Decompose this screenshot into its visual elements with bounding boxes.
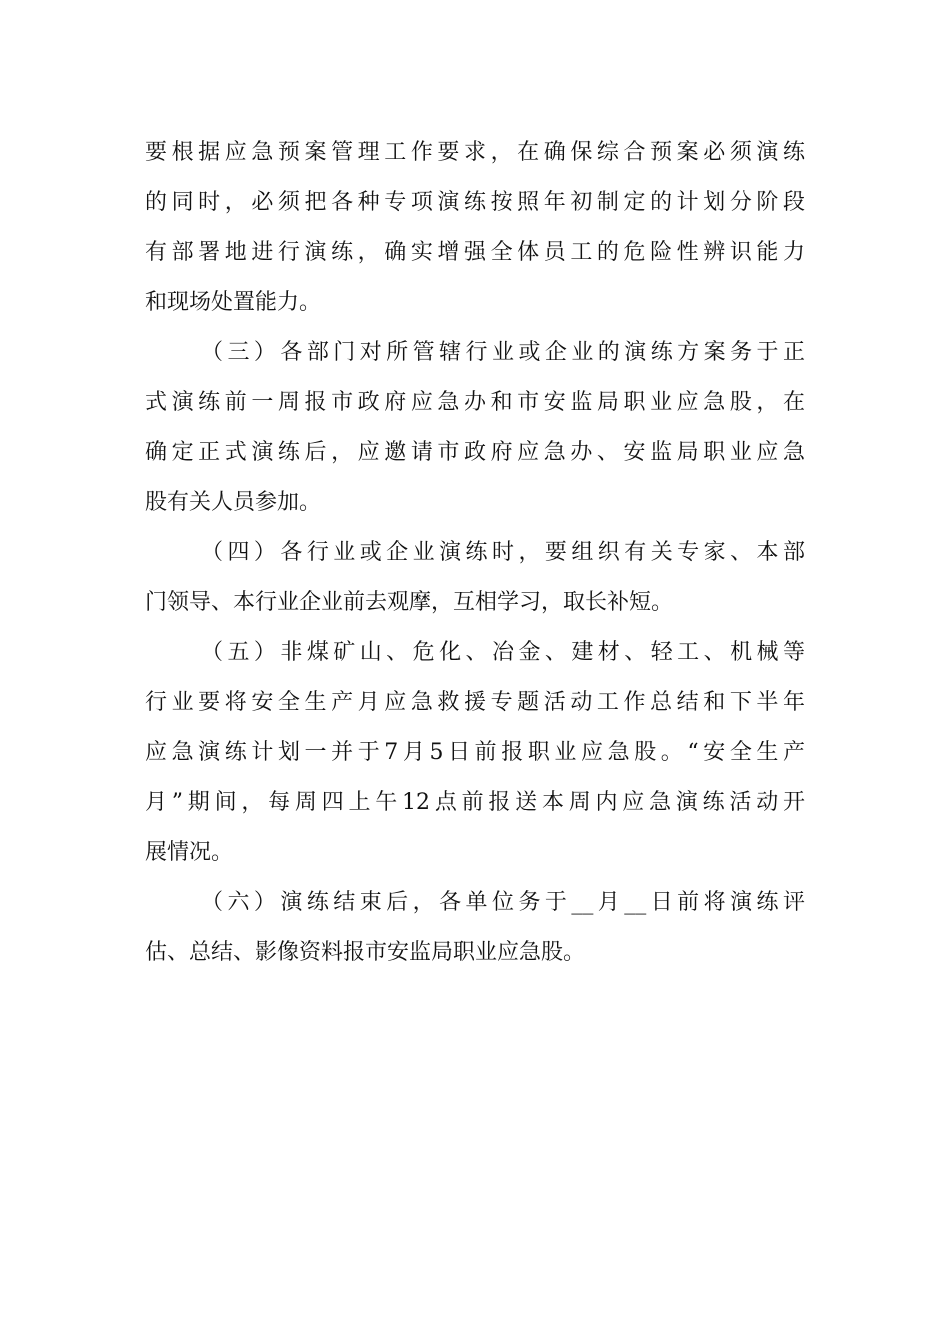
paragraph-5 bbox=[145, 628, 805, 878]
paragraph-4 bbox=[145, 528, 805, 628]
text-line: 展情况。 bbox=[145, 840, 234, 865]
text-line: （五）非煤矿山、危化、冶金、建材、轻工、机械等 bbox=[201, 640, 805, 665]
paragraph-6 bbox=[145, 878, 805, 978]
text-line: 应急演练计划一并于7月5日前报职业应急股。“安全生产 bbox=[145, 740, 805, 765]
text-line: （三）各部门对所管辖行业或企业的演练方案务于正 bbox=[201, 340, 805, 365]
text-line: 月”期间，每周四上午12点前报送本周内应急演练活动开 bbox=[145, 790, 805, 815]
text-line: 股有关人员参加。 bbox=[145, 490, 322, 515]
paragraph-continuation bbox=[145, 128, 805, 328]
text-line: （四）各行业或企业演练时，要组织有关专家、本部 bbox=[201, 540, 805, 565]
paragraph-3 bbox=[145, 328, 805, 528]
document-body bbox=[145, 128, 805, 978]
text-line: 估、总结、影像资料报市安监局职业应急股。 bbox=[145, 940, 586, 965]
text-line: 有部署地进行演练，确实增强全体员工的危险性辨识能力 bbox=[145, 240, 805, 265]
text-line: 门领导、本行业企业前去观摩，互相学习，取长补短。 bbox=[145, 590, 674, 615]
text-line: 和现场处置能力。 bbox=[145, 290, 322, 315]
text-line: 式演练前一周报市政府应急办和市安监局职业应急股，在 bbox=[145, 390, 805, 415]
text-line: 行业要将安全生产月应急救援专题活动工作总结和下半年 bbox=[145, 690, 805, 715]
text-line: 要根据应急预案管理工作要求，在确保综合预案必须演练 bbox=[145, 140, 805, 165]
text-line: 确定正式演练后，应邀请市政府应急办、安监局职业应急 bbox=[145, 440, 805, 465]
text-line: 的同时，必须把各种专项演练按照年初制定的计划分阶段 bbox=[145, 190, 805, 215]
text-line: （六）演练结束后，各单位务于__月__日前将演练评 bbox=[201, 890, 805, 915]
